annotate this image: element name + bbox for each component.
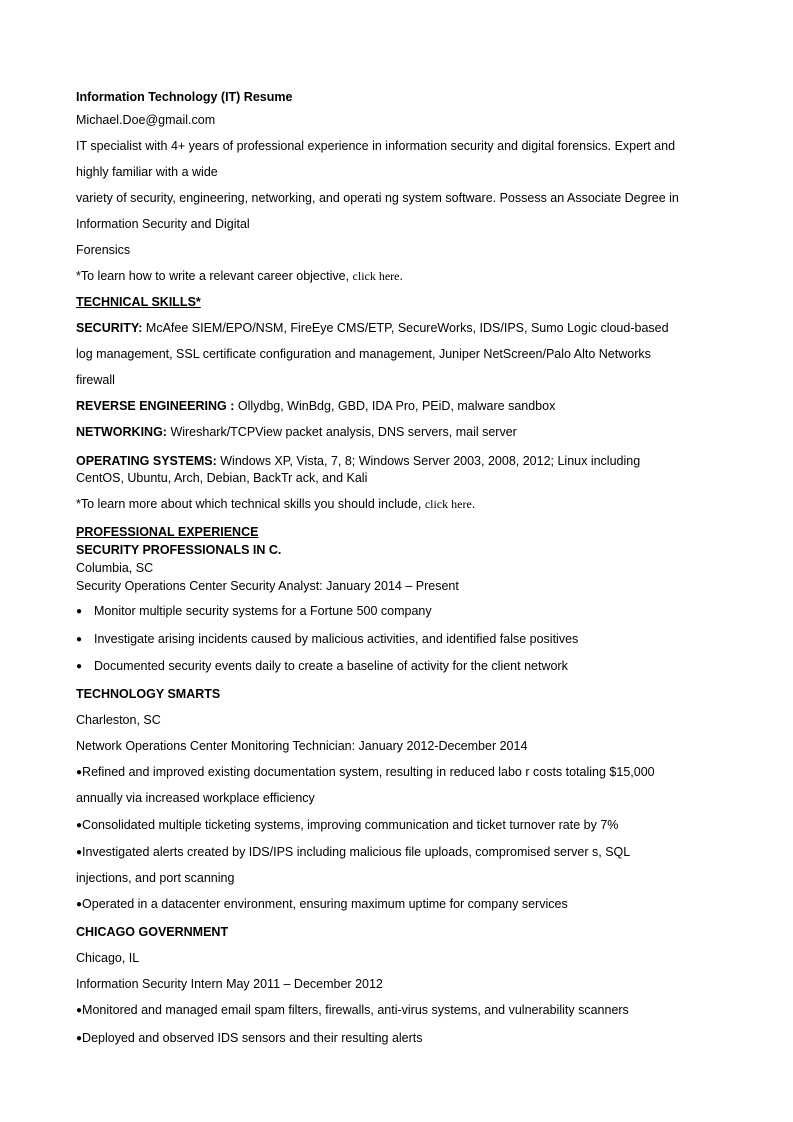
professional-experience-heading: PROFESSIONAL EXPERIENCE <box>76 525 259 539</box>
job-role: Security Operations Center Security Analyst: January 2014 – Present <box>76 579 459 593</box>
summary-line: highly familiar with a wide <box>76 165 218 179</box>
bullet-icon: ● <box>76 1033 83 1044</box>
skill-reverse-engineering <box>76 398 555 414</box>
job-location: Charleston, SC <box>76 713 161 727</box>
tip-text: *To learn more about which technical skills you should include, <box>76 497 425 511</box>
skill-text: Wireshark/TCPView packet analysis, DNS servers, mail server <box>166 425 517 439</box>
technical-skills-tip <box>76 496 475 512</box>
bullet-text: Investigated alerts created by IDS/IPS including malicious file uploads, compromised server s, SQL <box>82 845 631 859</box>
tip-end: . <box>471 497 476 511</box>
job-bullet <box>76 603 432 620</box>
skill-text: Windows XP, Vista, 7, 8; Windows Server 2003, 2008, 2012; Linux including <box>216 454 641 468</box>
bullet-icon: ● <box>76 820 83 831</box>
skill-label: REVERSE ENGINEERING : <box>76 399 235 413</box>
bullet-text: Monitored and managed email spam filters, firewalls, anti-virus systems, and vulnerability scanners <box>82 1003 629 1017</box>
job-company: SECURITY PROFESSIONALS IN C. <box>76 543 282 557</box>
job-location: Columbia, SC <box>76 561 154 575</box>
skill-label: SECURITY: <box>76 321 143 335</box>
bullet-icon: ● <box>76 634 83 645</box>
job-role: Information Security Intern May 2011 – December 2012 <box>76 977 383 991</box>
summary-line: Forensics <box>76 243 131 257</box>
job-role: Network Operations Center Monitoring Technician: January 2012-December 2014 <box>76 739 528 753</box>
job-bullet <box>76 658 568 675</box>
career-objective-tip <box>76 268 403 284</box>
job-bullet <box>76 844 630 861</box>
resume-title: Information Technology (IT) Resume <box>76 90 293 104</box>
skill-label: NETWORKING: <box>76 425 167 439</box>
tip-text: *To learn how to write a relevant career objective, <box>76 269 353 283</box>
job-bullet <box>76 1030 423 1047</box>
bullet-icon: ● <box>76 767 83 778</box>
email-address[interactable]: Michael.Doe@gmail.com <box>76 113 216 127</box>
career-objective-link[interactable]: click here <box>352 269 400 283</box>
skill-security <box>76 320 669 336</box>
job-location: Chicago, IL <box>76 951 140 965</box>
skill-operating-systems-cont: CentOS, Ubuntu, Arch, Debian, BackTr ack, and Kali <box>76 471 368 485</box>
job-bullet-cont: annually via increased workplace efficiency <box>76 791 315 805</box>
skill-operating-systems <box>76 453 640 469</box>
job-bullet <box>76 631 578 648</box>
bullet-icon: ● <box>76 1005 83 1016</box>
job-bullet <box>76 764 655 781</box>
skill-label: OPERATING SYSTEMS: <box>76 454 217 468</box>
job-bullet <box>76 1002 629 1019</box>
job-bullet <box>76 817 618 834</box>
job-company: TECHNOLOGY SMARTS <box>76 687 221 701</box>
bullet-icon: ● <box>76 847 83 858</box>
bullet-text: Investigate arising incidents caused by malicious activities, and identified false positives <box>94 632 579 646</box>
bullet-text: Operated in a datacenter environment, ensuring maximum uptime for company services <box>82 897 568 911</box>
summary-line: Information Security and Digital <box>76 217 250 231</box>
skill-networking <box>76 424 517 440</box>
bullet-icon: ● <box>76 899 83 910</box>
tip-end: . <box>399 269 403 283</box>
job-bullet-cont: injections, and port scanning <box>76 871 235 885</box>
bullet-text: Consolidated multiple ticketing systems, improving communication and ticket turnover rate by 7% <box>82 818 619 832</box>
summary-line: IT specialist with 4+ years of professional experience in information security and digital forensics. Expert and <box>76 139 676 153</box>
skill-text: McAfee SIEM/EPO/NSM, FireEye CMS/ETP, SecureWorks, IDS/IPS, Sumo Logic cloud-based <box>142 321 669 335</box>
technical-skills-link[interactable]: click here <box>424 497 472 511</box>
bullet-icon: ● <box>76 606 83 617</box>
job-company: CHICAGO GOVERNMENT <box>76 925 229 939</box>
skill-security-cont: log management, SSL certificate configuration and management, Juniper NetScreen/Palo Alto Networks <box>76 347 651 361</box>
technical-skills-heading: TECHNICAL SKILLS* <box>76 295 201 309</box>
skill-security-cont: firewall <box>76 373 115 387</box>
bullet-text: Monitor multiple security systems for a Fortune 500 company <box>94 604 432 618</box>
skill-text: Ollydbg, WinBdg, GBD, IDA Pro, PEiD, malware sandbox <box>234 399 556 413</box>
bullet-text: Refined and improved existing documentation system, resulting in reduced labo r costs totaling $15,000 <box>82 765 655 779</box>
job-bullet <box>76 896 568 913</box>
bullet-text: Documented security events daily to create a baseline of activity for the client network <box>94 659 568 673</box>
bullet-text: Deployed and observed IDS sensors and their resulting alerts <box>82 1031 423 1045</box>
bullet-icon: ● <box>76 661 83 672</box>
summary-line: variety of security, engineering, networking, and operati ng system software. Possess an Associate Degree in <box>76 191 679 205</box>
